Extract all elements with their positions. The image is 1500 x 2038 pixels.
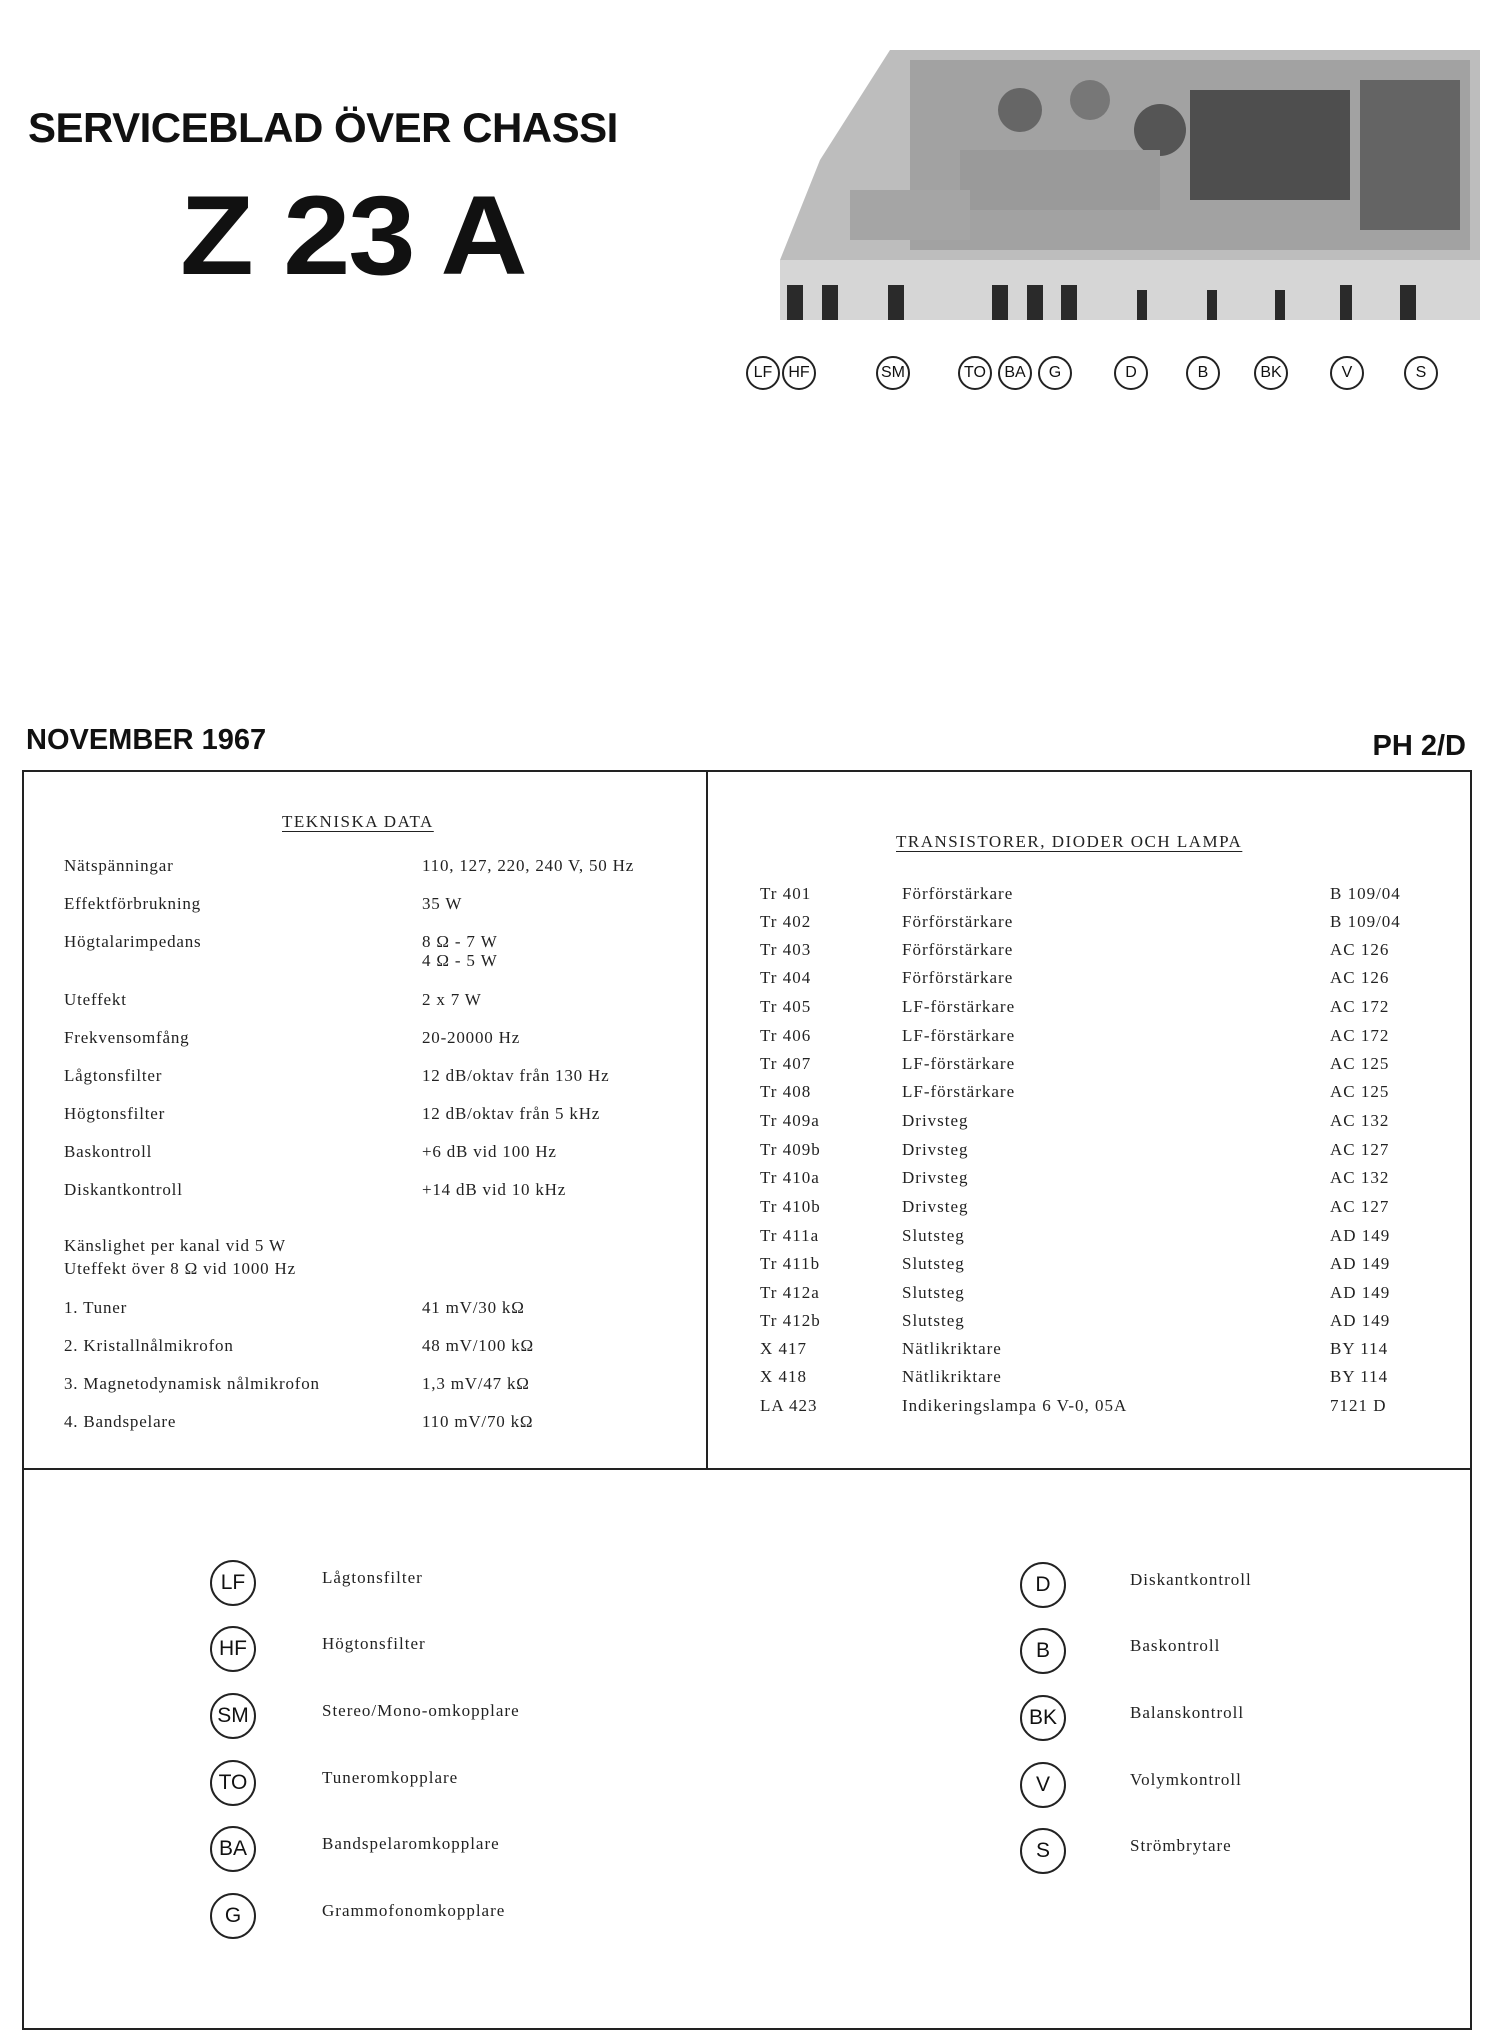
legend-code: B [1020, 1628, 1066, 1674]
label-s: S [1404, 356, 1438, 390]
label-ba: BA [998, 356, 1032, 390]
label-b: B [1186, 356, 1220, 390]
label-bk: BK [1254, 356, 1288, 390]
page-title: SERVICEBLAD ÖVER CHASSI [28, 104, 618, 151]
legend-code: BA [210, 1826, 256, 1872]
legend-code: S [1020, 1828, 1066, 1874]
legend-code: TO [210, 1760, 256, 1806]
legend-code: V [1020, 1762, 1066, 1808]
label-hf: HF [782, 356, 816, 390]
chassis-model: Z 23 A [180, 173, 526, 298]
legend-code: BK [1020, 1695, 1066, 1741]
label-lf: LF [746, 356, 780, 390]
document-code: PH 2/D [1372, 730, 1466, 762]
legend-code: HF [210, 1626, 256, 1672]
column-divider [706, 770, 708, 1470]
label-v: V [1330, 356, 1364, 390]
chassis-photo [760, 30, 1480, 320]
legend-code: D [1020, 1562, 1066, 1608]
issue-date: NOVEMBER 1967 [26, 724, 267, 756]
tech-data-title: TEKNISKA DATA [282, 812, 434, 831]
legend-code: LF [210, 1560, 256, 1606]
legend-code: SM [210, 1693, 256, 1739]
control-labels-row [740, 350, 1480, 400]
label-sm: SM [876, 356, 910, 390]
label-d: D [1114, 356, 1148, 390]
transistors-title: TRANSISTORER, DIODER OCH LAMPA [896, 832, 1243, 851]
label-to: TO [958, 356, 992, 390]
section-divider [22, 1468, 1472, 1470]
sensitivity-heading: Känslighet per kanal vid 5 W [64, 1236, 286, 1255]
label-g: G [1038, 356, 1072, 390]
legend-code: G [210, 1893, 256, 1939]
sensitivity-subheading: Uteffekt över 8 Ω vid 1000 Hz [64, 1259, 296, 1278]
